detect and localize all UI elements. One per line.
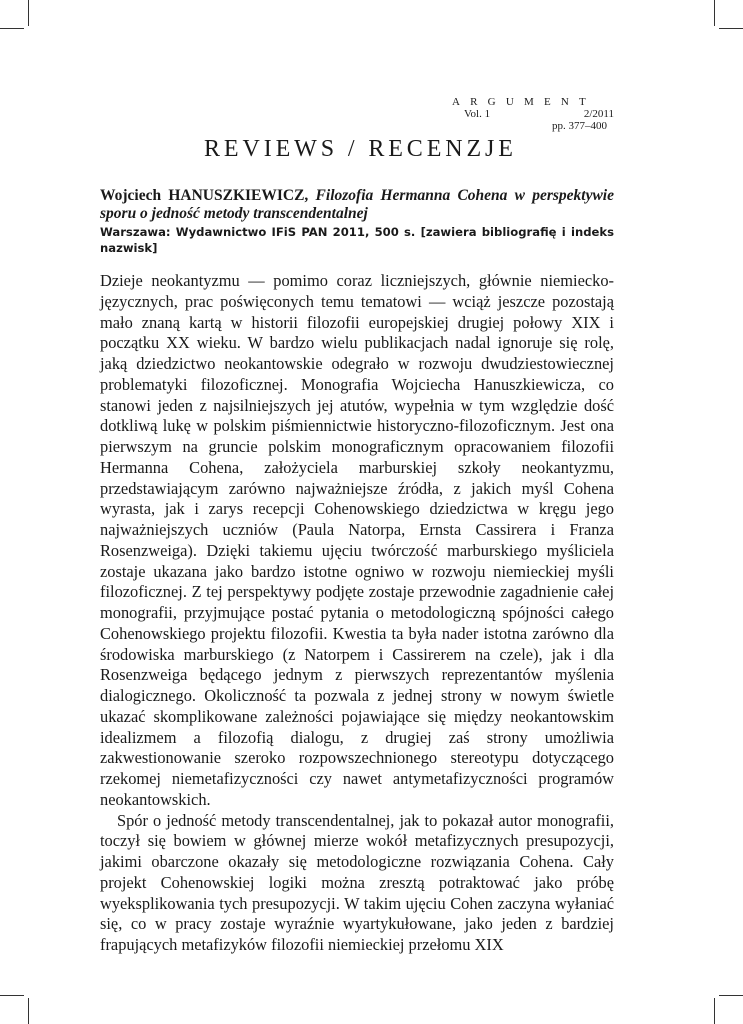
body-paragraph-2: Spór o jedność metody transcendentalnej, jak to pokazał autor monografii, toczył się bowiem w głównej mierze wokół metafizycznych presupozycji, jakimi obarczone okazały się metodologiczne rozwiązania Cohena. Cały projekt Cohenowskiej logiki można zresztą potraktować jako próbę wyeksplikowania tych presupozycji. W takim ujęciu Cohen zaczyna wyłaniać się, co w pracy zostaje wyraźnie wyartykułowane, jako jeden z bardziej frapujących metafizyków filozofii niemieckiej przełomu XIX [100, 810, 614, 954]
review-heading [100, 187, 614, 256]
crop-mark-top-right-horizontal [719, 28, 743, 29]
volume: Vol. 1 [464, 108, 491, 120]
crop-mark-bottom-right-vertical [714, 998, 715, 1024]
crop-mark-top-left-horizontal [0, 28, 24, 29]
page-range: pp. 377–400 [552, 120, 607, 132]
section-title: REVIEWS / RECENZJE [204, 136, 517, 162]
review-publication-info: Warszawa: Wydawnictwo IFiS PAN 2011, 500 s. [zawiera bibliografię i indeks nazwisk] [100, 225, 614, 255]
review-author: Wojciech HANUSZKIEWICZ, [100, 187, 309, 204]
crop-mark-top-right-vertical [714, 0, 715, 26]
review-book-title: Filozofia Hermanna Cohena w perspektywie sporu o jedność metody transcendentalnej [100, 187, 614, 222]
review-title-line [100, 187, 614, 223]
crop-mark-bottom-left-vertical [28, 998, 29, 1024]
journal-masthead [452, 96, 614, 132]
crop-mark-bottom-right-horizontal [719, 995, 743, 996]
issue: 2/2011 [583, 108, 614, 120]
journal-name: ARGUMENT [452, 96, 596, 108]
volume-issue-row [452, 108, 614, 120]
review-body [100, 271, 614, 956]
crop-mark-top-left-vertical [28, 0, 29, 26]
crop-mark-bottom-left-horizontal [0, 995, 24, 996]
body-paragraph-1: Dzieje neokantyzmu — pomimo coraz liczniejszych, głównie niemieckojęzycznych, prac poświęconych temu tematowi — wciąż jeszcze pozostają mało znaną kartą w historii filozofii europejskiej drugiej połowy XIX i początku XX wieku. W bardzo wielu publikacjach nadal ignoruje się rolę, jaką dziedzictwo neokantowskie odegrało w rozwoju dwudziestowiecznej problematyki filozoficznej. Monografia Wojciecha Hanuszkiewicza, co stanowi jeden z najsilniejszych jej atutów, wypełnia w tym względzie dość dotkliwą lukę w polskim piśmiennictwie historyczno-filozoficznym. Jest ona pierwszym na gruncie polskim monograficznym opracowaniem filozofii Hermanna Cohena, założyciela marburskiej szkoły neokantyzmu, przedstawiającym zarówno najważniejsze źródła, z jakich myśl Cohena wyrasta, jak i zarys recepcji Cohenowskiego dziedzictwa w kręgu jego najważniejszych uczniów (Paula Natorpa, Ernsta Cassirera i Franza Rosenzweiga). Dzięki takiemu ujęciu twórczość marburskiego myśliciela zostaje ukazana jako bardzo istotne ogniwo w rozwoju niemieckiej myśli filozoficznej. Z tej perspektywy podjęte zostaje przewodnie zagadnienie całej monografii, przyjmujące postać pytania o metodologiczną spójności całego Cohenowskiego projektu filozofii. Kwestia ta była nader istotna zarówno dla środowiska marburskiego (z Natorpem i Cassirerem na czele), jak i dla Rosenzweiga będącego jednym z pierwszych reprezentantów myślenia dialogicznego. Okoliczność ta pozwala z jednej strony w nowym świetle ukazać skomplikowane zależności pojawiające się między neokantowskim idealizmem a filozofią dialogu, z drugiej zaś strony umożliwia zakwestionowanie szeroko rozpowszechnionego stereotypu dotyczącego rzekomej niemetafizyczności czy nawet antymetafizyczności programów neokantowskich. [100, 271, 614, 809]
